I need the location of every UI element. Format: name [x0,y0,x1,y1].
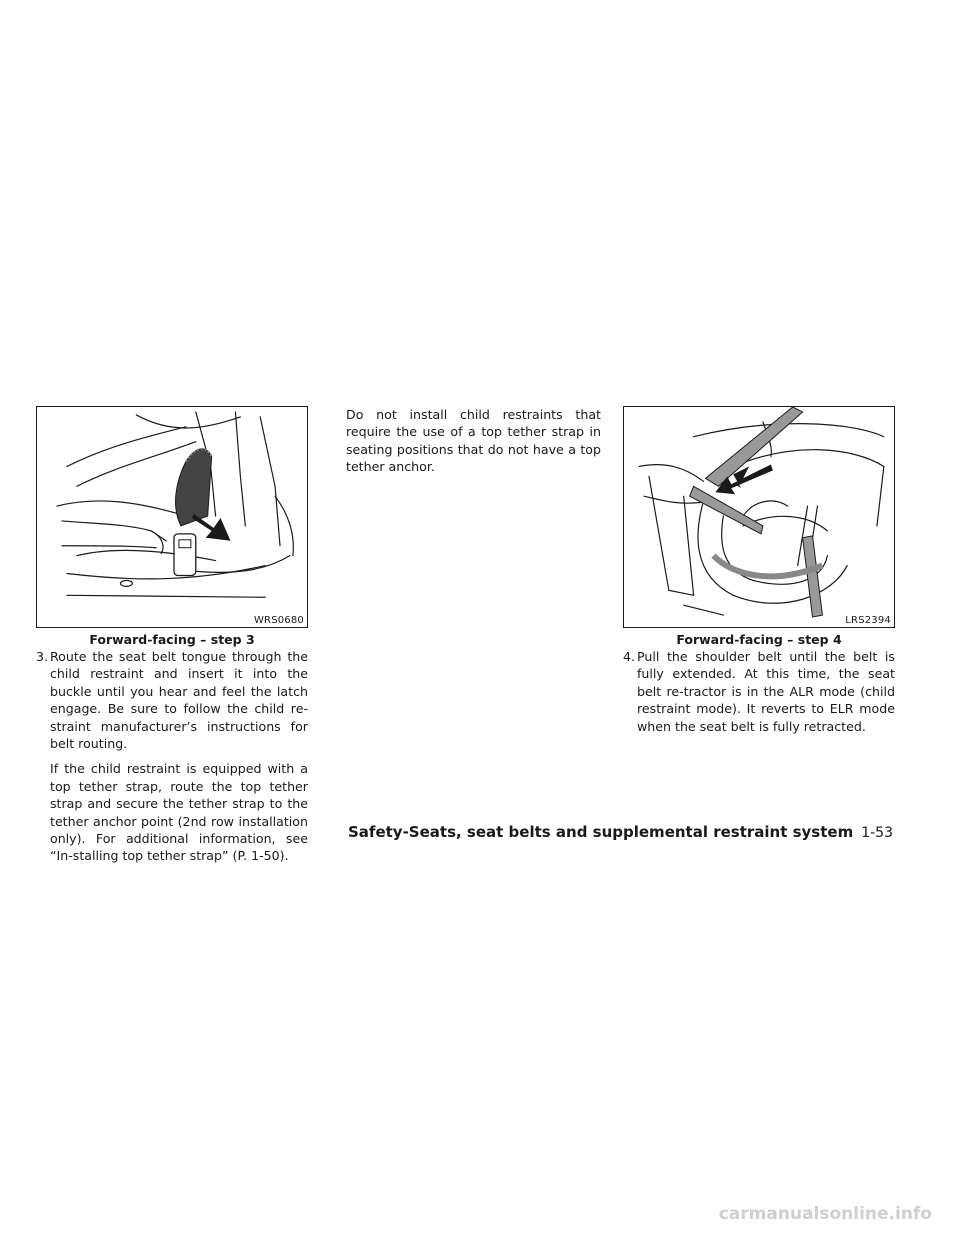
step-text: Route the seat belt tongue through the child restraint and insert it into the buckle until you hear and feel the latch engage. Be sure to follow the child re-straint manufacturer’s instructions for belt routing. [50,649,308,752]
shoulder-belt-illustration [624,407,894,627]
figure-caption-step-3: Forward-facing – step 3 [89,632,255,647]
page-footer [0,823,893,841]
step-number: 3. [36,649,49,664]
middle-note: Do not install child restraints that require the use of a top tether strap in seating positions that do not have a top tether anchor. [346,407,601,475]
tether-note: If the child restraint is equipped with a top tether strap, route the top tether strap and secure the tether strap to the tether anchor point (2nd row installation only). For additional information, see “In-stalling top tether strap” (P. 1-50). [50,761,308,864]
page-number: 1-53 [861,825,893,841]
figure-forward-facing-step-4 [623,406,895,628]
step-3 [36,648,308,752]
seat-belt-buckle-illustration [37,407,307,627]
step-number: 4. [623,649,636,664]
step-text: Pull the shoulder belt until the belt is fully extended. At this time, the seat belt re-tractor is in the ALR mode (child restraint mode). It reverts to ELR mode when the seat belt is fully retracted. [637,649,895,734]
figure-forward-facing-step-3 [36,406,308,628]
figure-caption-step-4: Forward-facing – step 4 [676,632,842,647]
figure-code: WRS0680 [253,615,304,626]
section-title: Safety-Seats, seat belts and supplemental restraint system [348,823,854,841]
step-4 [623,648,895,735]
watermark: carmanualsonline.info [718,1204,932,1224]
top-tether-warning [346,406,601,476]
figure-code: LRS2394 [845,615,891,626]
step-4-block [623,648,895,735]
